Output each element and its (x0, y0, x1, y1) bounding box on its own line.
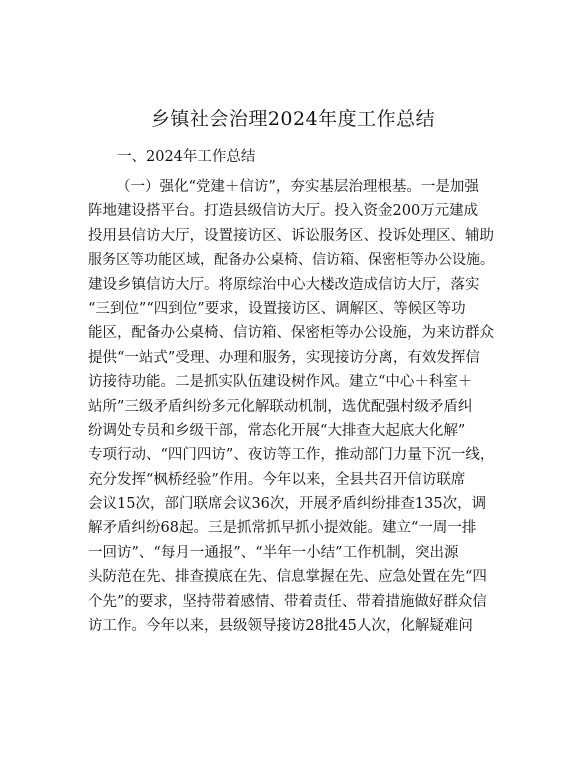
section-heading: 一、2024年工作总结 (117, 149, 256, 165)
paragraph-line: 服务区等功能区域，配备办公桌椅、信访箱、保密柜等办公设施。 (88, 252, 494, 269)
paragraph-line: 个先”的要求，坚持带着感情、带着责任、带着措施做好群众信 (88, 593, 487, 610)
paragraph-line: 建设乡镇信访大厅。将原综治中心大楼改造成信访大厅，落实 (88, 276, 480, 293)
body-paragraph (88, 175, 498, 638)
paragraph-line: 纷调处专员和乡级干部，常态化开展“大排查大起底大化解” (88, 422, 466, 439)
paragraph-line: （一）强化“党建＋信访”，夯实基层治理根基。一是加强 (116, 179, 479, 195)
paragraph-line: 投用县信访大厅，设置接访区、诉讼服务区、投诉处理区、辅助 (88, 227, 494, 244)
paragraph-line: 专项行动、“四门四访”、夜访等工作，推动部门力量下沉一线， (88, 447, 495, 464)
paragraph-line: 充分发挥“枫桥经验”作用。今年以来，全县共召开信访联席 (88, 471, 466, 488)
paragraph-line: 访工作。今年以来，县级领导接访28批45人次，化解疑难问 (88, 618, 473, 635)
paragraph-line: 头防范在先、排查摸底在先、信息掌握在先、应急处置在先“四 (88, 569, 487, 586)
document-title: 乡镇社会治理2024年度工作总结 (150, 108, 436, 130)
paragraph-line: 阵地建设搭平台。打造县级信访大厅。投入资金200万元建成 (88, 203, 479, 220)
paragraph-line: 提供“一站式”受理、办理和服务，实现接访分离，有效发挥信 (88, 349, 480, 366)
paragraph-line: 解矛盾纠纷68起。三是抓常抓早抓小提效能。建立“一周一排 (88, 520, 477, 537)
paragraph-line: 站所”三级矛盾纠纷多元化解联动机制，选优配强村级矛盾纠 (88, 398, 473, 415)
paragraph-line: 能区，配备办公桌椅、信访箱、保密柜等办公设施，为来访群众 (88, 325, 494, 342)
paragraph-line: 一回访”、“每月一通报”、“半年一小结”工作机制，突出源 (88, 544, 459, 561)
paragraph-line: 访接待功能。二是抓实队伍建设树作风。建立“中心＋科室＋ (88, 374, 473, 391)
paragraph-line: “三到位”“四到位”要求，设置接访区、调解区、等候区等功 (88, 300, 466, 317)
paragraph-line: 会议15次，部门联席会议36次，开展矛盾纠纷排查135次，调 (88, 496, 487, 513)
